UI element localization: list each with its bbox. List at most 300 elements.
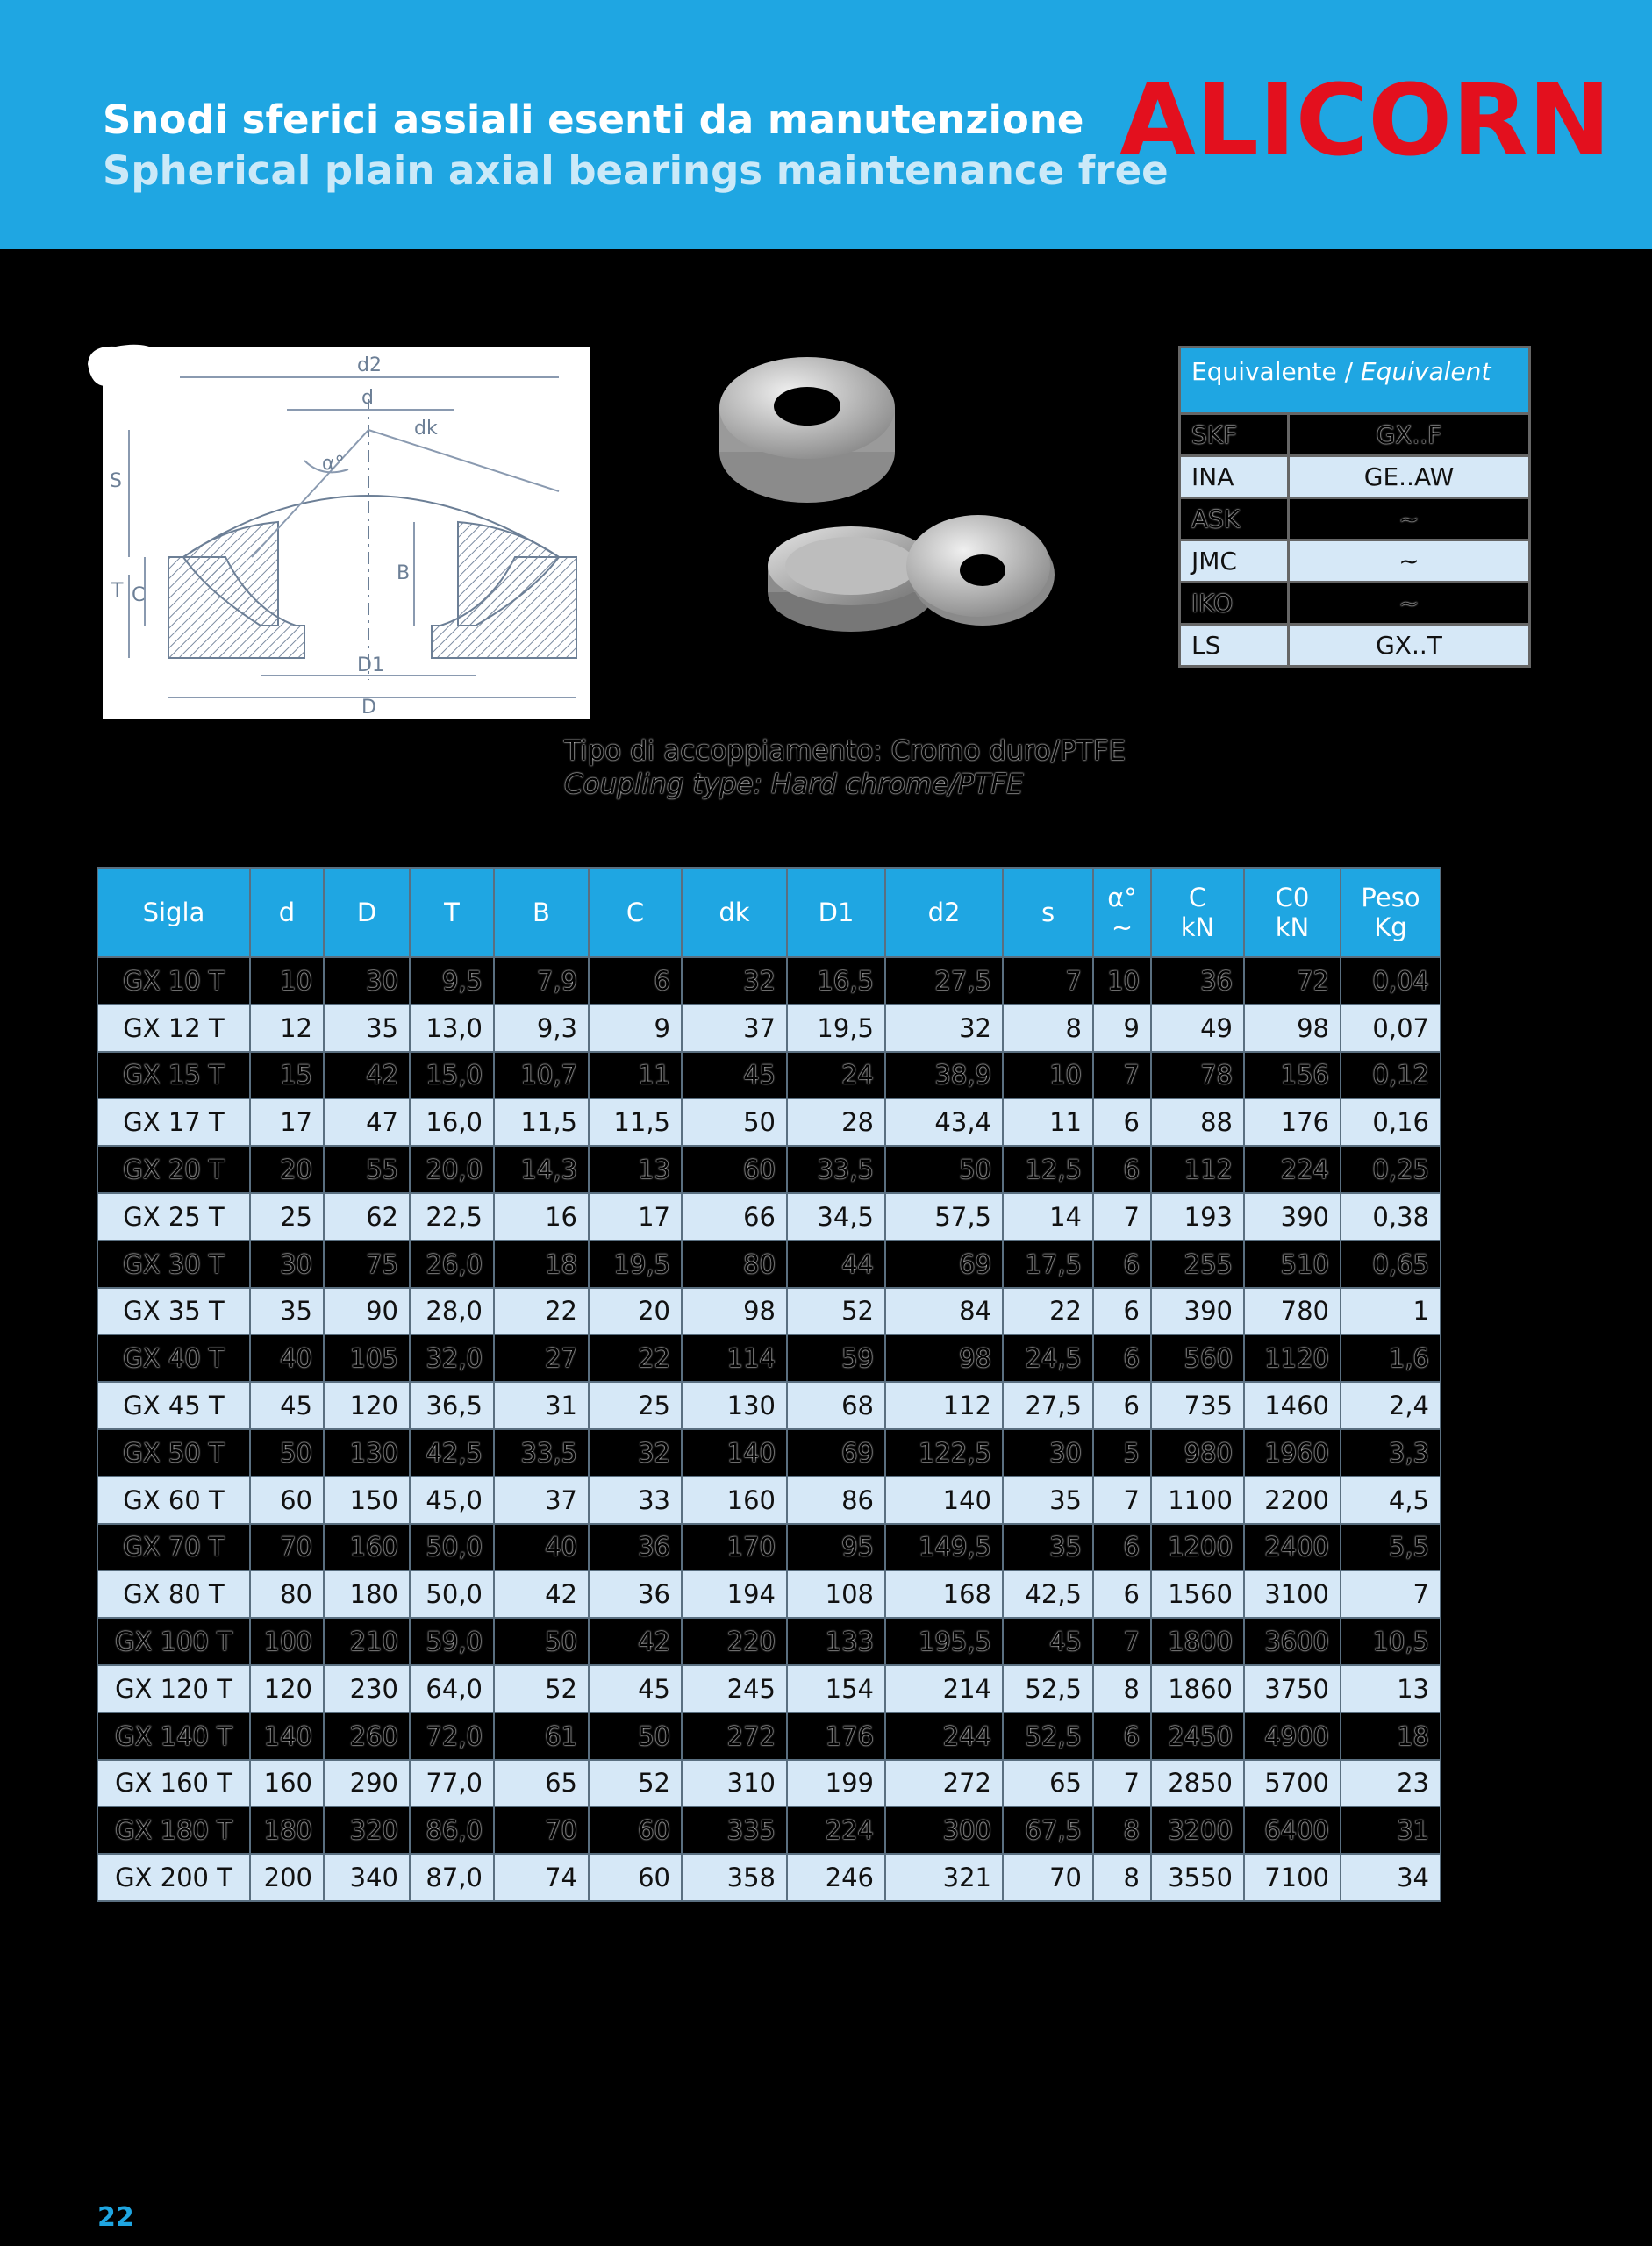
table-cell-col-T: 16,0 (410, 1098, 494, 1146)
table-cell-col-D: 75 (324, 1241, 410, 1288)
table-cell-col-C-kN: 735 (1151, 1382, 1244, 1429)
table-cell-col-C-kN: 112 (1151, 1146, 1244, 1193)
coupling-type-italian: Tipo di accoppiamento: Cromo duro/PTFE (564, 735, 1126, 767)
table-cell-col-T: 15,0 (410, 1052, 494, 1099)
table-cell-col-alpha: 7 (1093, 1477, 1151, 1524)
table-row (97, 1429, 1441, 1477)
svg-text:D1: D1 (357, 654, 384, 676)
table-cell-col-d: 80 (250, 1570, 324, 1618)
table-cell-col-C: 19,5 (589, 1241, 682, 1288)
table-cell-col-sigla: GX 10 T (97, 957, 250, 1005)
table-cell-col-C-kN: 2850 (1151, 1760, 1244, 1807)
table-cell-col-C0-kN: 510 (1244, 1241, 1341, 1288)
table-cell-col-T: 32,0 (410, 1334, 494, 1382)
table-cell-col-alpha: 6 (1093, 1524, 1151, 1571)
table-cell-col-s: 27,5 (1003, 1382, 1093, 1429)
table-cell-col-s: 65 (1003, 1760, 1093, 1807)
bearing-product-photo (711, 347, 1062, 636)
table-cell-col-C0-kN: 2200 (1244, 1477, 1341, 1524)
header-col-C (589, 868, 682, 957)
equivalents-row (1180, 456, 1530, 498)
table-cell-col-C0-kN: 98 (1244, 1005, 1341, 1052)
table-cell-col-d2: 300 (885, 1806, 1003, 1854)
table-cell-col-T: 87,0 (410, 1854, 494, 1901)
table-cell-col-alpha: 6 (1093, 1241, 1151, 1288)
table-cell-col-s: 22 (1003, 1288, 1093, 1335)
table-cell-col-d2: 122,5 (885, 1429, 1003, 1477)
table-cell-col-C-kN: 3200 (1151, 1806, 1244, 1854)
svg-text:d: d (361, 387, 374, 409)
table-cell-col-s: 45 (1003, 1618, 1093, 1665)
table-cell-col-D1: 154 (787, 1665, 885, 1713)
table-cell-col-sigla: GX 140 T (97, 1713, 250, 1760)
table-cell-col-C-kN: 88 (1151, 1098, 1244, 1146)
table-cell-col-s: 12,5 (1003, 1146, 1093, 1193)
header-line2: kN (1180, 912, 1215, 942)
table-cell-col-B: 37 (494, 1477, 589, 1524)
table-cell-col-C: 11,5 (589, 1098, 682, 1146)
table-cell-col-B: 27 (494, 1334, 589, 1382)
equivalents-row (1180, 583, 1530, 625)
table-cell-col-peso: 23 (1341, 1760, 1441, 1807)
table-cell-col-d2: 50 (885, 1146, 1003, 1193)
table-cell-col-s: 7 (1003, 957, 1093, 1005)
table-cell-col-d: 30 (250, 1241, 324, 1288)
table-cell-col-T: 26,0 (410, 1241, 494, 1288)
table-cell-col-dk: 130 (682, 1382, 787, 1429)
table-cell-col-dk: 98 (682, 1288, 787, 1335)
table-cell-col-C: 32 (589, 1429, 682, 1477)
header-line1: B (533, 898, 550, 927)
header-col-d (250, 868, 324, 957)
table-cell-col-d: 35 (250, 1288, 324, 1335)
equivalent-code: GX..F (1289, 414, 1530, 456)
table-cell-col-sigla: GX 70 T (97, 1524, 250, 1571)
table-cell-col-D: 30 (324, 957, 410, 1005)
table-cell-col-D: 180 (324, 1570, 410, 1618)
table-cell-col-B: 31 (494, 1382, 589, 1429)
table-cell-col-C-kN: 1100 (1151, 1477, 1244, 1524)
table-cell-col-d2: 149,5 (885, 1524, 1003, 1571)
table-cell-col-C: 25 (589, 1382, 682, 1429)
header-col-sigla (97, 868, 250, 957)
table-cell-col-T: 13,0 (410, 1005, 494, 1052)
table-cell-col-alpha: 8 (1093, 1854, 1151, 1901)
header-col-C-kN (1151, 868, 1244, 957)
table-cell-col-dk: 50 (682, 1098, 787, 1146)
table-cell-col-C-kN: 3550 (1151, 1854, 1244, 1901)
header-line1: D (356, 898, 377, 927)
table-cell-col-C-kN: 980 (1151, 1429, 1244, 1477)
table-row (97, 1334, 1441, 1382)
table-cell-col-peso: 5,5 (1341, 1524, 1441, 1571)
table-cell-col-dk: 80 (682, 1241, 787, 1288)
table-cell-col-T: 9,5 (410, 957, 494, 1005)
table-cell-col-C: 50 (589, 1713, 682, 1760)
table-cell-col-B: 11,5 (494, 1098, 589, 1146)
table-cell-col-peso: 31 (1341, 1806, 1441, 1854)
table-cell-col-d: 180 (250, 1806, 324, 1854)
table-cell-col-D: 120 (324, 1382, 410, 1429)
svg-text:ALICORN: ALICORN (1119, 74, 1611, 168)
header-line2: ~ (1111, 912, 1134, 942)
coupling-type-english: Coupling type: Hard chrome/PTFE (564, 769, 1024, 800)
equivalent-code: GX..T (1289, 625, 1530, 667)
table-cell-col-d2: 69 (885, 1241, 1003, 1288)
header-col-dk (682, 868, 787, 957)
table-cell-col-B: 61 (494, 1713, 589, 1760)
table-cell-col-C0-kN: 72 (1244, 957, 1341, 1005)
svg-text:D: D (361, 697, 376, 719)
equivalent-brand: JMC (1180, 540, 1289, 583)
table-cell-col-d2: 112 (885, 1382, 1003, 1429)
table-cell-col-peso: 0,38 (1341, 1193, 1441, 1241)
table-cell-col-T: 72,0 (410, 1713, 494, 1760)
table-cell-col-alpha: 6 (1093, 1146, 1151, 1193)
header-band (0, 0, 1652, 249)
table-cell-col-sigla: GX 35 T (97, 1288, 250, 1335)
header-line1: dk (719, 898, 750, 927)
table-cell-col-D1: 224 (787, 1806, 885, 1854)
table-cell-col-peso: 0,07 (1341, 1005, 1441, 1052)
table-cell-col-B: 22 (494, 1288, 589, 1335)
table-cell-col-T: 45,0 (410, 1477, 494, 1524)
table-cell-col-sigla: GX 200 T (97, 1854, 250, 1901)
table-cell-col-s: 67,5 (1003, 1806, 1093, 1854)
equivalent-brand: INA (1180, 456, 1289, 498)
table-cell-col-D1: 52 (787, 1288, 885, 1335)
table-cell-col-T: 20,0 (410, 1146, 494, 1193)
table-cell-col-sigla: GX 12 T (97, 1005, 250, 1052)
header-line1: Peso (1361, 883, 1420, 912)
svg-text:α°: α° (322, 453, 345, 475)
table-cell-col-B: 40 (494, 1524, 589, 1571)
table-cell-col-dk: 245 (682, 1665, 787, 1713)
table-cell-col-B: 65 (494, 1760, 589, 1807)
table-cell-col-D: 62 (324, 1193, 410, 1241)
table-row (97, 1806, 1441, 1854)
table-cell-col-s: 35 (1003, 1524, 1093, 1571)
table-cell-col-peso: 10,5 (1341, 1618, 1441, 1665)
table-row (97, 1193, 1441, 1241)
table-cell-col-D: 47 (324, 1098, 410, 1146)
table-cell-col-d2: 98 (885, 1334, 1003, 1382)
table-cell-col-sigla: GX 80 T (97, 1570, 250, 1618)
table-cell-col-C0-kN: 176 (1244, 1098, 1341, 1146)
table-cell-col-C0-kN: 7100 (1244, 1854, 1341, 1901)
table-cell-col-s: 10 (1003, 1052, 1093, 1099)
table-cell-col-C-kN: 560 (1151, 1334, 1244, 1382)
table-cell-col-d2: 321 (885, 1854, 1003, 1901)
table-cell-col-peso: 2,4 (1341, 1382, 1441, 1429)
table-cell-col-d2: 84 (885, 1288, 1003, 1335)
table-cell-col-alpha: 10 (1093, 957, 1151, 1005)
table-cell-col-d: 15 (250, 1052, 324, 1099)
table-cell-col-peso: 3,3 (1341, 1429, 1441, 1477)
table-cell-col-D1: 199 (787, 1760, 885, 1807)
equivalent-brand: ASK (1180, 498, 1289, 540)
svg-text:T: T (111, 580, 124, 602)
table-cell-col-D: 130 (324, 1429, 410, 1477)
table-cell-col-d2: 38,9 (885, 1052, 1003, 1099)
table-cell-col-d2: 272 (885, 1760, 1003, 1807)
table-cell-col-alpha: 6 (1093, 1570, 1151, 1618)
table-cell-col-s: 70 (1003, 1854, 1093, 1901)
table-cell-col-d: 120 (250, 1665, 324, 1713)
table-cell-col-alpha: 7 (1093, 1760, 1151, 1807)
table-cell-col-peso: 0,04 (1341, 957, 1441, 1005)
header-line1: Sigla (142, 898, 205, 927)
table-cell-col-d2: 57,5 (885, 1193, 1003, 1241)
table-row (97, 1570, 1441, 1618)
page-number: 22 (97, 2202, 134, 2233)
header-line1: d2 (927, 898, 961, 927)
table-row (97, 1005, 1441, 1052)
table-cell-col-D: 150 (324, 1477, 410, 1524)
table-cell-col-C: 45 (589, 1665, 682, 1713)
table-row (97, 1665, 1441, 1713)
table-cell-col-dk: 170 (682, 1524, 787, 1571)
table-cell-col-peso: 0,16 (1341, 1098, 1441, 1146)
table-cell-col-dk: 37 (682, 1005, 787, 1052)
table-cell-col-alpha: 5 (1093, 1429, 1151, 1477)
svg-text:S: S (110, 470, 122, 492)
header-line1: α° (1107, 883, 1137, 912)
table-row (97, 1477, 1441, 1524)
table-cell-col-sigla: GX 100 T (97, 1618, 250, 1665)
table-cell-col-T: 64,0 (410, 1665, 494, 1713)
table-cell-col-C0-kN: 156 (1244, 1052, 1341, 1099)
table-cell-col-B: 7,9 (494, 957, 589, 1005)
table-row (97, 1382, 1441, 1429)
table-cell-col-C: 20 (589, 1288, 682, 1335)
table-cell-col-B: 16 (494, 1193, 589, 1241)
table-row (97, 1098, 1441, 1146)
header-line1: s (1041, 898, 1055, 927)
table-cell-col-C0-kN: 3600 (1244, 1618, 1341, 1665)
table-cell-col-s: 11 (1003, 1098, 1093, 1146)
table-cell-col-C: 52 (589, 1760, 682, 1807)
header-line1: d (278, 898, 296, 927)
table-cell-col-D1: 133 (787, 1618, 885, 1665)
table-cell-col-T: 22,5 (410, 1193, 494, 1241)
table-cell-col-alpha: 6 (1093, 1098, 1151, 1146)
table-cell-col-peso: 4,5 (1341, 1477, 1441, 1524)
table-cell-col-B: 18 (494, 1241, 589, 1288)
header-col-D (324, 868, 410, 957)
table-cell-col-T: 50,0 (410, 1570, 494, 1618)
header-col-T (410, 868, 494, 957)
table-cell-col-C-kN: 1200 (1151, 1524, 1244, 1571)
table-cell-col-alpha: 6 (1093, 1713, 1151, 1760)
table-cell-col-D: 210 (324, 1618, 410, 1665)
table-cell-col-D1: 68 (787, 1382, 885, 1429)
table-cell-col-d: 12 (250, 1005, 324, 1052)
table-cell-col-peso: 0,25 (1341, 1146, 1441, 1193)
table-row (97, 1713, 1441, 1760)
table-cell-col-C0-kN: 390 (1244, 1193, 1341, 1241)
table-cell-col-T: 36,5 (410, 1382, 494, 1429)
table-cell-col-d: 60 (250, 1477, 324, 1524)
table-cell-col-D1: 176 (787, 1713, 885, 1760)
table-cell-col-C0-kN: 5700 (1244, 1760, 1341, 1807)
page-title-english: Spherical plain axial bearings maintenance free (103, 147, 1169, 194)
table-cell-col-D1: 108 (787, 1570, 885, 1618)
table-cell-col-alpha: 7 (1093, 1052, 1151, 1099)
table-cell-col-C: 36 (589, 1524, 682, 1571)
table-cell-col-C: 11 (589, 1052, 682, 1099)
table-cell-col-B: 33,5 (494, 1429, 589, 1477)
table-cell-col-C-kN: 1860 (1151, 1665, 1244, 1713)
table-cell-col-B: 74 (494, 1854, 589, 1901)
table-cell-col-D: 290 (324, 1760, 410, 1807)
bearing-data-table (97, 867, 1441, 1902)
svg-text:dk: dk (414, 418, 438, 440)
table-cell-col-d: 200 (250, 1854, 324, 1901)
table-cell-col-D: 340 (324, 1854, 410, 1901)
table-row (97, 1524, 1441, 1571)
alicorn-logo (1114, 74, 1616, 168)
header-col-s (1003, 868, 1093, 957)
table-cell-col-d: 160 (250, 1760, 324, 1807)
equivalent-code: ~ (1289, 583, 1530, 625)
table-cell-col-D1: 24 (787, 1052, 885, 1099)
table-cell-col-sigla: GX 180 T (97, 1806, 250, 1854)
table-cell-col-sigla: GX 160 T (97, 1760, 250, 1807)
table-cell-col-D1: 19,5 (787, 1005, 885, 1052)
table-cell-col-C-kN: 390 (1151, 1288, 1244, 1335)
table-cell-col-dk: 45 (682, 1052, 787, 1099)
equivalents-row (1180, 414, 1530, 456)
table-cell-col-C0-kN: 224 (1244, 1146, 1341, 1193)
equivalents-row (1180, 498, 1530, 540)
header-line1: D1 (818, 898, 855, 927)
table-cell-col-d: 20 (250, 1146, 324, 1193)
equivalents-header-cell: Equivalente / Equivalent (1180, 347, 1530, 414)
table-cell-col-alpha: 6 (1093, 1288, 1151, 1335)
table-cell-col-C0-kN: 4900 (1244, 1713, 1341, 1760)
table-row (97, 1146, 1441, 1193)
coupling-type-caption (564, 734, 1126, 801)
table-cell-col-s: 42,5 (1003, 1570, 1093, 1618)
table-cell-col-C0-kN: 780 (1244, 1288, 1341, 1335)
table-cell-col-B: 10,7 (494, 1052, 589, 1099)
table-cell-col-peso: 1 (1341, 1288, 1441, 1335)
table-cell-col-d2: 32 (885, 1005, 1003, 1052)
table-cell-col-dk: 114 (682, 1334, 787, 1382)
table-cell-col-C: 6 (589, 957, 682, 1005)
table-cell-col-d: 25 (250, 1193, 324, 1241)
table-cell-col-D: 42 (324, 1052, 410, 1099)
table-cell-col-D: 105 (324, 1334, 410, 1382)
table-cell-col-C-kN: 36 (1151, 957, 1244, 1005)
table-cell-col-D: 55 (324, 1146, 410, 1193)
table-cell-col-peso: 18 (1341, 1713, 1441, 1760)
table-cell-col-D: 320 (324, 1806, 410, 1854)
table-cell-col-C-kN: 2450 (1151, 1713, 1244, 1760)
table-cell-col-d: 140 (250, 1713, 324, 1760)
table-header-row (97, 868, 1441, 957)
header-line1: T (444, 898, 460, 927)
equivalent-brand: LS (1180, 625, 1289, 667)
table-cell-col-B: 9,3 (494, 1005, 589, 1052)
table-cell-col-dk: 66 (682, 1193, 787, 1241)
equivalents-row (1180, 540, 1530, 583)
table-cell-col-d: 70 (250, 1524, 324, 1571)
table-cell-col-C-kN: 1560 (1151, 1570, 1244, 1618)
svg-text:C: C (132, 584, 146, 606)
table-cell-col-d2: 27,5 (885, 957, 1003, 1005)
table-cell-col-dk: 60 (682, 1146, 787, 1193)
table-cell-col-alpha: 8 (1093, 1806, 1151, 1854)
header-col-C0-kN (1244, 868, 1341, 957)
table-cell-col-D1: 246 (787, 1854, 885, 1901)
equivalent-code: ~ (1289, 540, 1530, 583)
table-cell-col-D1: 95 (787, 1524, 885, 1571)
table-cell-col-dk: 160 (682, 1477, 787, 1524)
table-cell-col-D: 90 (324, 1288, 410, 1335)
table-cell-col-B: 50 (494, 1618, 589, 1665)
table-cell-col-d: 50 (250, 1429, 324, 1477)
table-cell-col-sigla: GX 25 T (97, 1193, 250, 1241)
table-cell-col-s: 52,5 (1003, 1713, 1093, 1760)
table-cell-col-s: 35 (1003, 1477, 1093, 1524)
table-cell-col-C0-kN: 1960 (1244, 1429, 1341, 1477)
table-cell-col-d: 17 (250, 1098, 324, 1146)
table-row (97, 1618, 1441, 1665)
table-cell-col-B: 42 (494, 1570, 589, 1618)
table-cell-col-dk: 220 (682, 1618, 787, 1665)
table-cell-col-peso: 1,6 (1341, 1334, 1441, 1382)
table-row (97, 1052, 1441, 1099)
table-cell-col-D: 260 (324, 1713, 410, 1760)
table-cell-col-D1: 69 (787, 1429, 885, 1477)
equivalent-code: GE..AW (1289, 456, 1530, 498)
table-cell-col-peso: 0,65 (1341, 1241, 1441, 1288)
table-cell-col-d2: 214 (885, 1665, 1003, 1713)
table-cell-col-alpha: 7 (1093, 1193, 1151, 1241)
table-cell-col-d2: 195,5 (885, 1618, 1003, 1665)
table-cell-col-sigla: GX 17 T (97, 1098, 250, 1146)
table-cell-col-s: 17,5 (1003, 1241, 1093, 1288)
table-cell-col-D1: 44 (787, 1241, 885, 1288)
table-cell-col-dk: 335 (682, 1806, 787, 1854)
table-cell-col-s: 8 (1003, 1005, 1093, 1052)
header-col-d2 (885, 868, 1003, 957)
table-cell-col-peso: 7 (1341, 1570, 1441, 1618)
table-cell-col-s: 14 (1003, 1193, 1093, 1241)
table-cell-col-T: 59,0 (410, 1618, 494, 1665)
table-cell-col-B: 14,3 (494, 1146, 589, 1193)
table-cell-col-dk: 310 (682, 1760, 787, 1807)
table-cell-col-sigla: GX 40 T (97, 1334, 250, 1382)
table-cell-col-C-kN: 1800 (1151, 1618, 1244, 1665)
table-cell-col-alpha: 7 (1093, 1618, 1151, 1665)
table-cell-col-B: 52 (494, 1665, 589, 1713)
table-cell-col-T: 42,5 (410, 1429, 494, 1477)
table-cell-col-C0-kN: 3100 (1244, 1570, 1341, 1618)
table-cell-col-d: 100 (250, 1618, 324, 1665)
table-cell-col-d2: 140 (885, 1477, 1003, 1524)
header-col-D1 (787, 868, 885, 957)
table-cell-col-D1: 34,5 (787, 1193, 885, 1241)
header-col-alpha (1093, 868, 1151, 957)
table-cell-col-sigla: GX 15 T (97, 1052, 250, 1099)
equivalents-header-row (1180, 347, 1530, 414)
table-cell-col-D: 230 (324, 1665, 410, 1713)
table-cell-col-sigla: GX 50 T (97, 1429, 250, 1477)
table-cell-col-dk: 194 (682, 1570, 787, 1618)
